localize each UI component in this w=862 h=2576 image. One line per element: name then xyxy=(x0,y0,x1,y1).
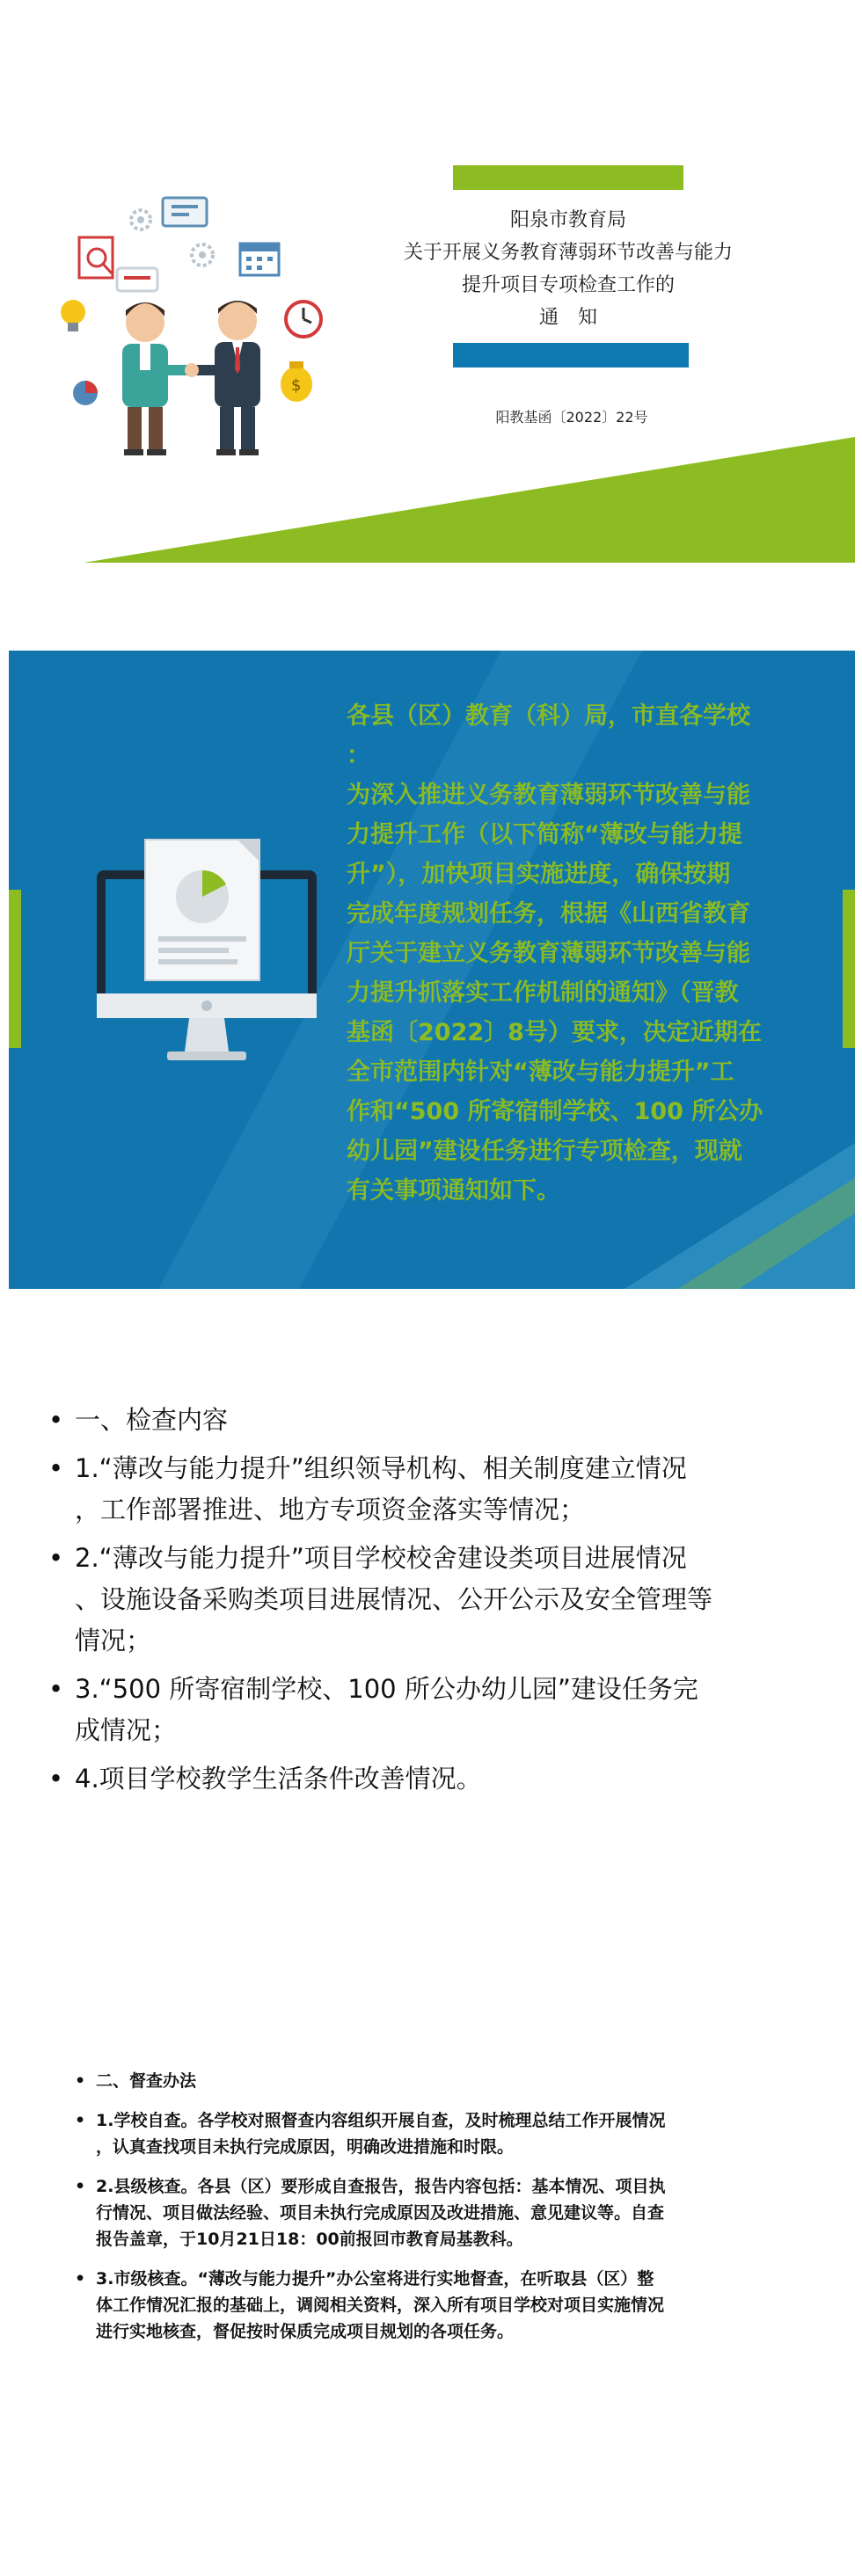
list-item xyxy=(48,1400,814,1441)
notice-line: 基函〔2022〕8号）要求，决定近期在 xyxy=(347,1019,762,1046)
item-line: 行情况、项目做法经验、项目未执行完成原因及改进措施、意见建议等。自查 xyxy=(96,2203,665,2223)
notice-line: 幼儿园”建设任务进行专项检查，现就 xyxy=(347,1138,742,1165)
notice-line: 力提升工作（以下简称“薄改与能力提 xyxy=(347,821,742,848)
item-line: 报告盖章，于10月21日18：00前报回市教育局基教科。 xyxy=(96,2230,523,2249)
person-left xyxy=(122,302,196,455)
notice-line: 作和“500 所寄宿制学校、100 所公办 xyxy=(347,1098,763,1125)
left-green-tab xyxy=(9,890,21,1048)
right-green-tab xyxy=(843,890,855,1048)
notice-body xyxy=(347,696,832,1211)
bullet-icon: • xyxy=(48,1674,64,1704)
item-line: 、设施设备采购类项目进展情况、公开公示及安全管理等 xyxy=(75,1584,713,1614)
item-line: 情况； xyxy=(75,1626,152,1655)
bullet-icon: • xyxy=(48,1453,64,1483)
list-item xyxy=(48,1448,814,1531)
svg-text:$: $ xyxy=(291,376,302,395)
alarm-clock-icon xyxy=(286,302,321,337)
calendar-icon xyxy=(240,244,279,275)
bullet-icon: • xyxy=(75,2071,86,2091)
item-line: 1.“薄改与能力提升”组织领导机构、相关制度建立情况 xyxy=(75,1453,687,1483)
notice-title xyxy=(369,204,767,334)
item-line: 4.项目学校教学生活条件改善情况。 xyxy=(75,1764,482,1794)
notice-line: ： xyxy=(347,742,370,769)
title-line: 关于开展义务教育薄弱环节改善与能力 xyxy=(403,242,733,264)
list-item xyxy=(48,1758,814,1800)
supervision-method-section xyxy=(75,2068,796,2358)
gear-icon xyxy=(131,210,150,229)
item-line: 1.学校自查。各学校对照督查内容组织开展自查，及时梳理总结工作开展情况 xyxy=(96,2111,666,2130)
list-item xyxy=(75,2173,796,2252)
notice-line: 完成年度规划任务，根据《山西省教育 xyxy=(347,900,750,928)
item-line: 一、检查内容 xyxy=(75,1405,229,1435)
laptop-icon xyxy=(163,198,207,226)
item-line: 3.市级核查。“薄改与能力提升”办公室将进行实地督查，在听取县（区）整 xyxy=(96,2269,654,2289)
lightbulb-icon xyxy=(61,300,85,331)
item-line: 2.县级核查。各县（区）要形成自查报告，报告内容包括：基本情况、项目执 xyxy=(96,2177,666,2196)
title-line: 通 知 xyxy=(538,307,597,329)
bullet-icon: • xyxy=(48,1543,64,1573)
money-bag-icon xyxy=(281,361,312,402)
item-line: 2.“薄改与能力提升”项目学校校舍建设类项目进展情况 xyxy=(75,1543,687,1573)
list-item xyxy=(48,1538,814,1662)
item-line: 二、督查办法 xyxy=(96,2071,197,2091)
magnifier-chart-icon xyxy=(79,237,113,278)
gear-icon xyxy=(192,244,213,266)
notice-line: 全市范围内针对“薄改与能力提升”工 xyxy=(347,1059,734,1086)
speech-bubble-icon xyxy=(117,268,157,291)
item-line: ，认真查找项目未执行完成原因，明确改进措施和时限。 xyxy=(96,2137,515,2157)
document-number: 阳教基函〔2022〕22号 xyxy=(495,409,648,426)
blue-accent-bar xyxy=(453,343,689,367)
cover-slide xyxy=(0,0,862,615)
green-accent-bar xyxy=(453,165,683,190)
list-item xyxy=(48,1669,814,1751)
notice-line: 厅关于建立义务教育薄弱环节改善与能 xyxy=(347,940,750,967)
notice-line: 有关事项通知如下。 xyxy=(347,1177,560,1204)
notice-line: 各县（区）教育（科）局，市直各学校 xyxy=(347,702,750,730)
item-line: ，工作部署推进、地方专项资金落实等情况； xyxy=(75,1495,586,1524)
item-line: 成情况； xyxy=(75,1715,178,1745)
item-line: 体工作情况汇报的基础上，调阅相关资料，深入所有项目学校对项目实施情况 xyxy=(96,2296,665,2315)
bullet-icon: • xyxy=(75,2269,86,2289)
person-right xyxy=(185,301,260,455)
item-line: 3.“500 所寄宿制学校、100 所公办幼儿园”建设任务完 xyxy=(75,1674,698,1704)
notice-line: 升”），加快项目实施进度，确保按期 xyxy=(347,861,731,888)
bullet-icon: • xyxy=(75,2177,86,2196)
item-line: 进行实地核查，督促按时保质完成项目规划的各项任务。 xyxy=(96,2322,515,2341)
title-line: 提升项目专项检查工作的 xyxy=(461,274,675,296)
list-item xyxy=(75,2068,796,2094)
pie-chart-icon xyxy=(73,381,98,405)
list-item xyxy=(75,2266,796,2345)
desktop-monitor-document-icon xyxy=(97,835,325,1073)
notice-line: 为深入推进义务教育薄弱环节改善与能 xyxy=(347,782,750,809)
list-item xyxy=(75,2107,796,2160)
inspection-content-section xyxy=(48,1400,814,1807)
bullet-icon: • xyxy=(48,1405,64,1435)
notice-line: 力提升抓落实工作机制的通知》（晋教 xyxy=(347,979,739,1007)
bullet-icon: • xyxy=(75,2111,86,2130)
business-handshake-illustration xyxy=(48,189,330,462)
title-line: 阳泉市教育局 xyxy=(509,209,626,231)
bullet-icon: • xyxy=(48,1764,64,1794)
